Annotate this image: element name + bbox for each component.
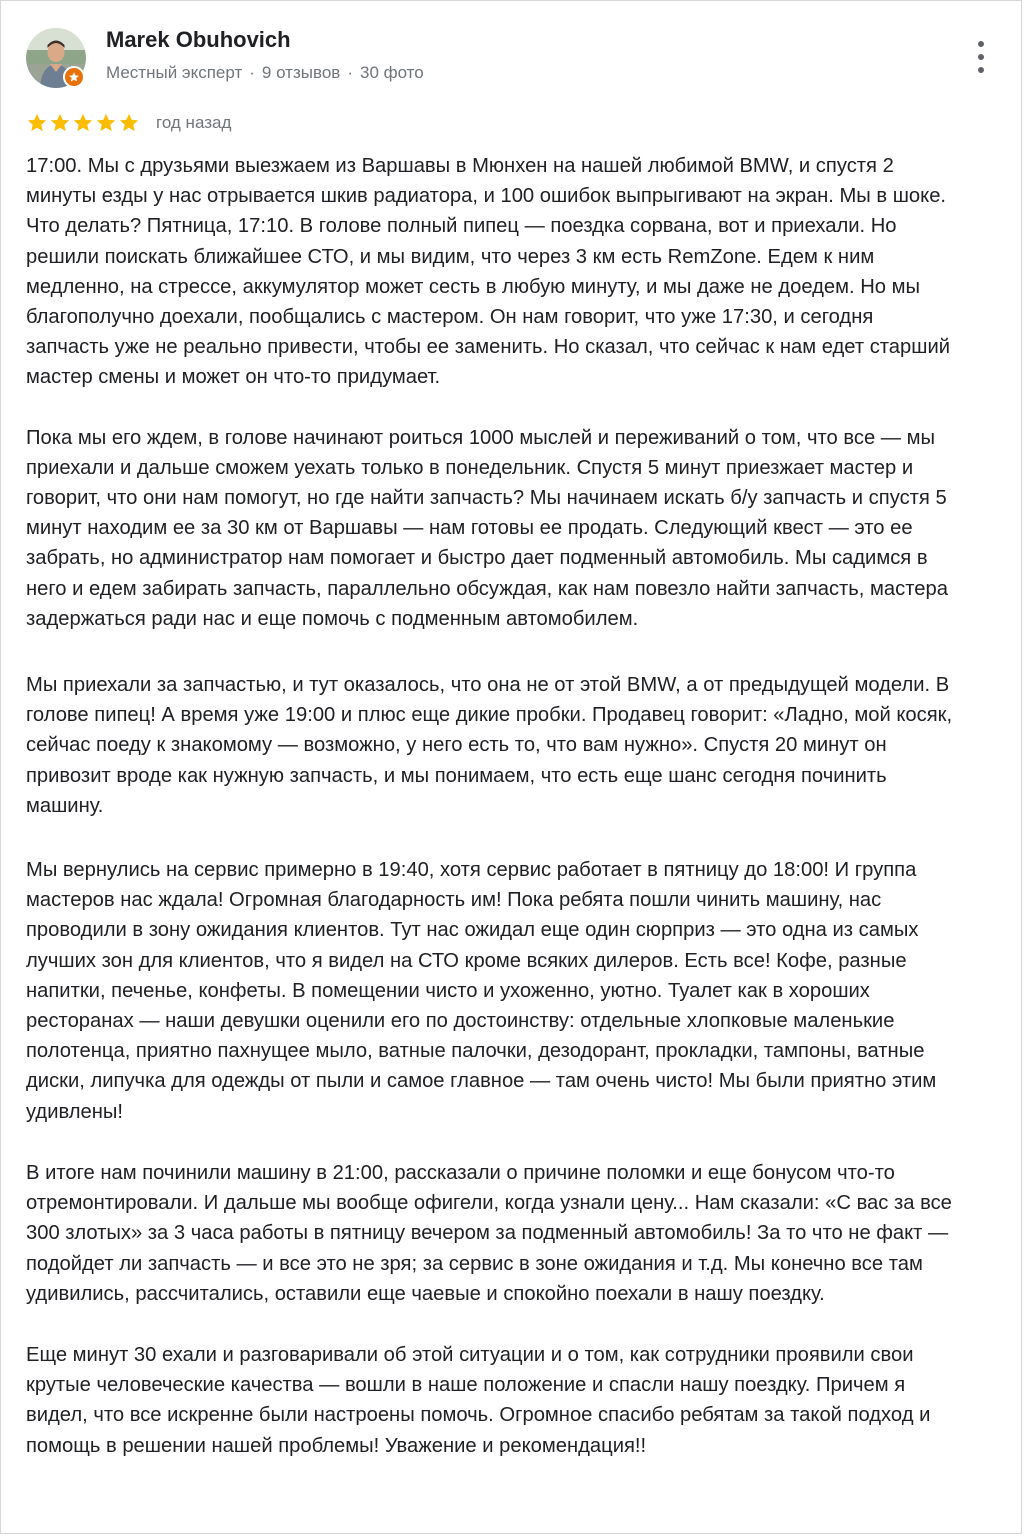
review-text xyxy=(26,151,956,1461)
review-paragraph: Пока мы его ждем, в голове начинают роиться 1000 мыслей и переживаний о том, что все — мы приехали и дальше сможем уехать только в понедельник. Спустя 5 минут приезжает мастер и говорит, что они нам помогут, но где найти запчасть? Мы начинаем искать б/у запчасть и спустя 5 минут находим ее за 30 км от Варшавы — нам готовы ее продать. Следующий квест — это ее забрать, но администратор нам помогает и быстро дает подменный автомобиль. Мы садимся в него и едем забирать запчасть, параллельно обсуждая, как нам повезло найти запчасть, мастера задержаться ради нас и еще помочь с подменным автомобилем. xyxy=(26,426,954,630)
review-paragraph: 17:00. Мы с друзьями выезжаем из Варшавы в Мюнхен на нашей любимой BMW, и спустя 2 минуты езды у нас отрывается шкив радиатора, и 100 ошибок выпрыгивают на экран. Мы в шоке. Что делать? Пятница, 17:10. В голове полный пипец — поездка сорвана, вот и приехали. Но решили поискать ближайшее СТО, и мы видим, что через 3 км есть RemZone. Едем к ним медленно, на стрессе, аккумулятор может сесть в любую минуту, и мы даже не доедем. Но мы благополучно доехали, пообщались с мастером. Он нам говорит, что уже 17:30, и сегодня запчасть уже не реально привести, чтобы ее заменить. Но сказал, что сейчас к нам едет старший мастер смены и может он что-то придумает. xyxy=(26,155,956,389)
author-level: Местный эксперт xyxy=(106,63,243,82)
more-vert-icon xyxy=(978,54,984,60)
author-name[interactable]: Marek Obuhovich xyxy=(106,27,291,52)
more-vert-icon xyxy=(978,67,984,73)
author-reviews-count: 9 отзывов xyxy=(261,63,341,82)
avatar[interactable] xyxy=(26,28,86,88)
more-options-button[interactable] xyxy=(969,41,993,73)
local-guide-badge xyxy=(63,66,85,88)
star-icon xyxy=(95,112,117,134)
review-paragraph: Еще минут 30 ехали и разговаривали об этой ситуации и о том, как сотрудники проявили свои крутые человеческие качества — вошли в наше положение и спасли нашу поездку. Причем я видел, что все искренне были настроены помочь. Огромное спасибо ребятам за такой подход и помощь в решении нашей проблемы! Уважение и рекомендация!! xyxy=(26,1343,936,1457)
author-photos-count: 30 фото xyxy=(359,63,424,82)
review-paragraph: Мы приехали за запчастью, и тут оказалось, что она не от этой BMW, а от предыдущей модели. В голове пипец! А время уже 19:00 и плюс еще дикие пробки. Продавец говорит: «Ладно, мой косяк, сейчас поеду к знакомому — возможно, у него есть то, что вам нужно». Спустя 20 минут он привозит вроде как нужную запчасть, и мы понимаем, что есть еще шанс сегодня починить машину. xyxy=(26,674,958,817)
more-vert-icon xyxy=(978,41,984,47)
star-icon xyxy=(49,112,71,134)
star-icon xyxy=(72,112,94,134)
review-paragraph: Мы вернулись на сервис примерно в 19:40, хотя сервис работает в пятницу до 18:00! И группа мастеров нас ждала! Огромная благодарность им! Пока ребята пошли чинить машину, нас проводили в зону ожидания клиентов. Тут нас ожидал еще один сюрприз — это одна из самых лучших зон для клиентов, что я видел на СТО кроме всяких дилеров. Есть все! Кофе, разные напитки, печенье, конфеты. В помещении чисто и ухоженно, уютно. Туалет как в хороших ресторанах — наши девушки оценили его по достоинству: отдельные хлопковые маленькие полотенца, приятно пахнущее мыло, ватные палочки, дезодорант, прокладки, тампоны, ватные диски, липучка для одежды от пыли и самое главное — там очень чисто! Мы были приятно этим удивлены! xyxy=(26,859,942,1123)
star-rating xyxy=(26,112,140,134)
star-icon xyxy=(118,112,140,134)
meta-separator: · xyxy=(249,63,255,82)
review-paragraph: В итоге нам починили машину в 21:00, рассказали о причине поломки и еще бонусом что-то отремонтировали. И дальше мы вообще офигели, когда узнали цену... Нам сказали: «С вас за все 300 злотых» за 3 часа работы в пятницу вечером за подменный автомобиль! За то что не факт — подойдет ли запчасть — и все это не зря; за сервис в зоне ожидания и т.д. Мы конечно все там удивились, рассчитались, оставили еще чаевые и спокойно поехали в нашу поездку. xyxy=(26,1161,958,1305)
rating-row xyxy=(26,109,231,137)
review-date: год назад xyxy=(156,113,232,132)
author-meta xyxy=(106,63,424,83)
meta-separator: · xyxy=(347,63,353,82)
star-icon xyxy=(26,112,48,134)
star-icon xyxy=(68,71,80,83)
